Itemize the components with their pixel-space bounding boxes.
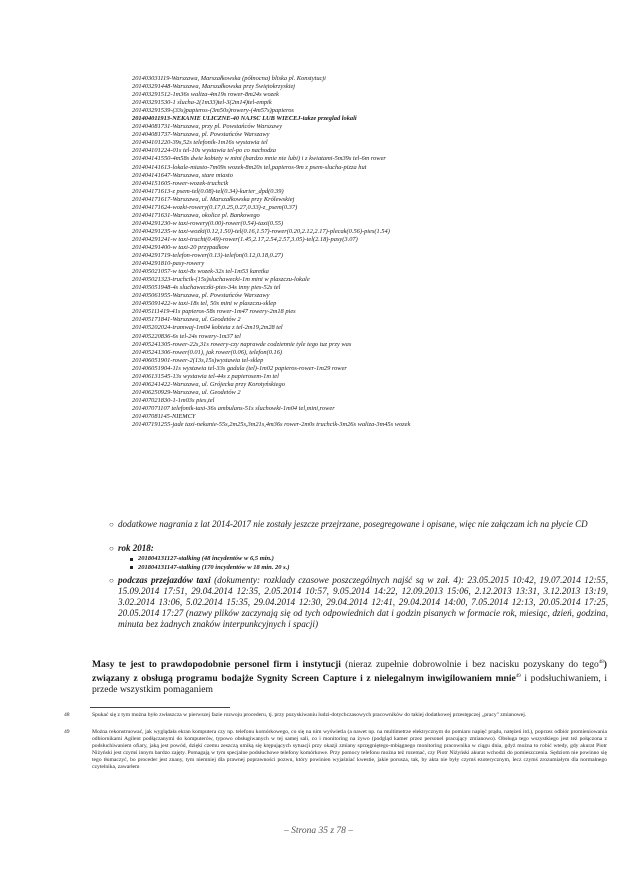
list-item: 201403291530-1 slucha-2(1m33)tel-3(2m14)tel-empik bbox=[132, 99, 602, 107]
list-item: 201405111419-41s papieros-58s rower-1m47 rowery-2m18 pies bbox=[132, 308, 602, 316]
list-item: 201406250929-Warszawa, ul. Geodetów 2 bbox=[132, 389, 602, 397]
recording-list bbox=[132, 75, 602, 429]
list-item: 201404081737-Warszawa, pl. Powstańców Warszawy bbox=[132, 131, 602, 139]
list-item: 201404171631-Warszawa, okolice pl. Bankowego bbox=[132, 212, 602, 220]
list-item: 201404291810-pasy-rowery bbox=[132, 260, 602, 268]
list-item: 201405241305-rower-22s,31s rowery-czy naprawde codziennie tyle tego tuz przy was bbox=[132, 341, 602, 349]
list-item: 201404101220-39s,52s telefonik-1m16s wystawia tel bbox=[132, 139, 602, 147]
main-text-d: i podsłuchiwaniem, i przede wszystkim pomaganiem bbox=[92, 672, 607, 696]
main-text-c: ) związany z obsługą programu bodajże Sygnity Screen Capture i z nielegalnym inwigilowaniem mnie bbox=[92, 659, 607, 684]
list-item: 201407191255-jade taxi-nekanie-55s,2m25s,3m21s,4m36s rower-2m0s truchcik-3m26s walizа-3m45s wozek bbox=[132, 421, 602, 429]
list-item: 201404141550-4m58s dwie kobiety w mini (bardzo mnie nie lubi) i z kwiatami-5m39s tel-6m rower bbox=[132, 155, 602, 163]
list-item: 201404291230-w taxi-rowery(0.00)-rower(0.54)-taxi(0.55) bbox=[132, 220, 602, 228]
list-item: 201804131147-stalking (170 incydentów w 18 min. 20 s.) bbox=[138, 563, 290, 571]
section-taxi-rides bbox=[109, 575, 608, 630]
list-item: 201405241306-rower(0.01), jak rower(0.06), telefon(0.16) bbox=[132, 349, 602, 357]
section-taxi-lead: podczas przejazdów taxi bbox=[118, 575, 211, 585]
list-item: 201403291512-1m36s walizа-4m19s rower-8m24s wozek bbox=[132, 91, 602, 99]
section-additional-text: dodatkowe nagrania z lat 2014-2017 nie zostały jeszcze przejrzane, posegregowane i opisane, więc nie załączam ich na płycie CD bbox=[118, 519, 588, 529]
footnote-text: Spukać się z tym można było zwłaszcza w pierwszej fazie rozwoju procederu, tj. przy pozyskiwaniu ludzi-dotychczasowych pracowników do takiej dodatkowej przestępczej „pracy" zmianowej. bbox=[92, 712, 527, 718]
list-item: 201405061955-Warszawa, pl. Powstańców Warszawy bbox=[132, 292, 602, 300]
list-item: 201404171617-Warszawa, ul. Marszałkowska przy Królewskiej bbox=[132, 196, 602, 204]
list-item: 201405220836-6s tel-24s rowery-1m37 tel bbox=[132, 333, 602, 341]
list-item: 201404081731-Warszawa, przy pl. Powstańców Warszawy bbox=[132, 123, 602, 131]
list-item: 201403291448-Warszawa, Marszałkowska przy Świętokrzyskiej bbox=[132, 83, 602, 91]
list-item: 201403291539-(33s)papieros-(3m50s)rowery-(4m57s)papieros bbox=[132, 107, 602, 115]
list-item: 201404291241-w taxi-trucht(0.49)-rower(1.45,2.17,2.54,2.57,3.05)-tel(2.18)-pasy(3.07) bbox=[132, 236, 602, 244]
list-item: 201404291719-telefon-rower(0.13)-telefon(0.12,0.18,0.27) bbox=[132, 252, 602, 260]
list-item: 201406051904-11s wystawia tel-33s gadula (tel)-1m02 papieros-rower-1m29 rower bbox=[132, 365, 602, 373]
circle-bullet-icon: ○ bbox=[109, 544, 114, 553]
list-item: 201404171624-wozki-rowery(0.17,0.25,0.27,0.33)-z_psem(0.37) bbox=[132, 204, 602, 212]
main-text-a: Masy te jest to prawdopodobnie personel firm i instytucji bbox=[92, 659, 341, 671]
list-item: 201406131545-13s wystawia tel-44s z papierosem-1m tel bbox=[132, 373, 602, 381]
list-item: 201404101224-01s tel-10s wystawia tel-po co nachodza bbox=[132, 147, 602, 155]
list-item: 201404141647-Warszawa, stare miasto bbox=[132, 172, 602, 180]
list-item: 201404291235-w taxi-wozki(0.12,1.50)-tel(0.16,1.57)-rower(0.20,2.12,2.17)-plecak(0.56)-pies(1.54) bbox=[132, 228, 602, 236]
list-item: 201404151605-rower-wozek-truchcik bbox=[132, 180, 602, 188]
footnote-text: Można rekonstruować, jak wyglądała ekran komputera czy np. telefonu komórkowego, co się na nim wyświetla (a nawet np. na multimetrze elektrycznym do pomiaru napięć prądu, natężeń itd.), poprzez odbiór promieniowania odbiornikami Agilent podłączanymi do komputerów, typowo obsługiwanych w tej samej sali, co i monitoring na żywo (podgląd kamer przez personel pracujący zmianowo). Obsługa tego wszystkiego jest też połączona z podsłuchiwaniem ofiary, jaką jest powód, dzięki czemu zeszczą umiką się krępujących sytuacji przy okazji zmiany sprzęgniętego-mbiągnego monitoring pracownika w ciągu dnia, gdyż można to robić wtedy, gdy akurat Piotr Niżyński jest czymś innym bardzo zajęty. Pomagają w tym specjalne podsłuchowe telefony komórkowe. Przy pomocy telefonu można też rozemać, czy Piotr Niżyński akurat wchodzi do pomieszczenia. Sędziom nie powinno się tego tłumaczyć, bo proceder jest znany, tym niemniej dla prawnej poprawności pozwu, który powinien wyjaśniać kwestie, jakie porusza, tak, by akta nie były czymś ezoterycznym, lecz czymś zrozumiałym dla normalnego czytelnika, zawarłem bbox=[92, 729, 607, 771]
footnote-divider bbox=[90, 707, 230, 708]
list-item: 201405021057-w taxi-8s wozek-32s tel-1m53 karetka bbox=[132, 268, 602, 276]
footnote-ref-49[interactable]: 49 bbox=[515, 673, 521, 679]
list-item: 201407081145-NIEMCY bbox=[132, 413, 602, 421]
circle-bullet-icon: ○ bbox=[109, 576, 114, 585]
list-item: 201404011913-NEKANIE ULICZNE-40 NAJSC LUB WIECEJ-takze przeglad lokali bbox=[132, 115, 602, 123]
list-item: 201404291400-w taxi-20 przypadkow bbox=[132, 244, 602, 252]
footnote-ref-48[interactable]: 48 bbox=[598, 660, 604, 665]
circle-bullet-icon: ○ bbox=[109, 520, 114, 529]
list-item: 201405021323-truchcik-(15s)sluchawecki-1m mini w plaszczu-lokale bbox=[132, 276, 602, 284]
list-item: 201403031119-Warszawa, Marszałkowska (północna) bliska pl. Konstytucji bbox=[132, 75, 602, 83]
footnote-48 bbox=[64, 712, 607, 719]
section-year-2018 bbox=[109, 543, 608, 554]
list-item: 201405091422-w taxi-18s tel, 50s mini w plaszczu-sklep bbox=[132, 300, 602, 308]
list-item: 201407071107 telefonik-taxi-36s ambulans-51s sluchowki-1m04 tel,mini,rower bbox=[132, 405, 602, 413]
list-item: 201407021830-1-1m03s pies,tel bbox=[132, 397, 602, 405]
footnote-49 bbox=[64, 729, 607, 772]
section-year-title: rok 2018: bbox=[118, 543, 154, 553]
list-item: 201404141613-lokale-miasto-7m09s wozek-8m20s tel,papieros-9m z psem-slucha-pizza hut bbox=[132, 164, 602, 172]
page-footer: – Strona 35 z 78 – bbox=[283, 826, 354, 836]
footnote-number: 48 bbox=[64, 712, 70, 718]
list-item: 201804131127-stalking (48 incydentów w 6,5 min.) bbox=[138, 555, 290, 564]
list-item: 201406051901-rower-2(13s,15s)wystawia tel-sklep bbox=[132, 357, 602, 365]
section-taxi-text: (dokumenty: rozklady czasowe poszczególnych najść są w zał. 4): 23.05.2015 10:42, 19.07.2014 12:55, 15.09.2014 17:51, 29.04.2014 12:35, 2.05.2014 10:57, 9.05.2014 14:22, 12.09.2013 15:06, 2.12.2013 13:31, 3.12.2013 13:19, 3.02.2014 13:06, 5.02.2014 15:35, 29.04.2014 12:30, 29.04.2014 12:41, 29.04.2014 14:00, 7.05.2014 12:13, 20.05.2014 17:25, 20.05.2014 17:27 (nazwy plików zaczynają się od tych odpowiednich dat i godzin pisanych w formacie rok, miesiąc, dzień, godzina, minuta bez żadnych znaków interpunkcyjnych i spacji) bbox=[118, 575, 608, 629]
main-text-b: (nieraz zupełnie dobrowolnie i bez nacisku pozyskany do tego bbox=[340, 659, 599, 671]
footnote-number: 49 bbox=[64, 729, 70, 735]
list-item: 201405171841-Warszawa, ul. Geodetów 2 bbox=[132, 316, 602, 324]
year-2018-list bbox=[138, 555, 290, 572]
list-item: 201404171613-z psem-tel(0.08)-tel(0.34)-kurier_dpd(0.39) bbox=[132, 188, 602, 196]
list-item: 201406241422-Warszawa, ul. Grójecka przy Korotyńskiego bbox=[132, 381, 602, 389]
list-item: 201405202024-tramwaj-1m04 kobieta z tel-2m19,2m28 tel bbox=[132, 324, 602, 332]
list-item: 201405051948-4s sluchaweczki-pies-34s inny pies-52s tel bbox=[132, 284, 602, 292]
main-paragraph bbox=[92, 657, 607, 696]
section-additional-recordings bbox=[109, 519, 608, 530]
